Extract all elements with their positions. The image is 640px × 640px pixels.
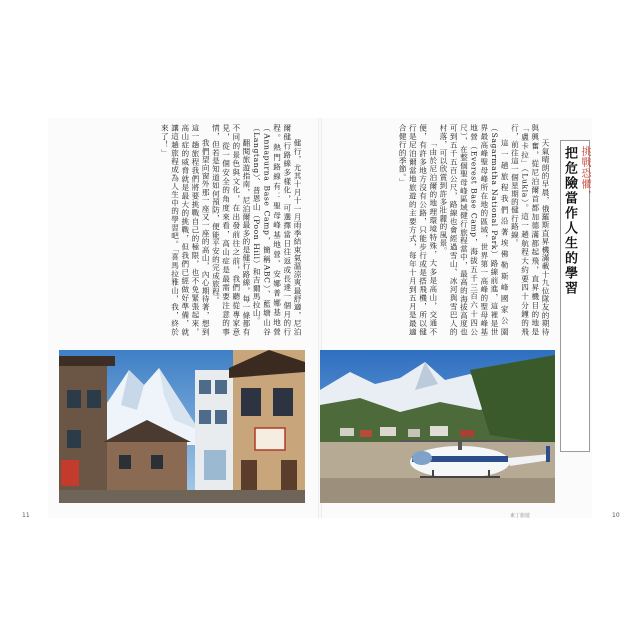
right-paragraph-1: 天氣晴朗的早晨，俄羅斯直昇機滿載十九位隊友的期待與興奮，從尼泊爾首都加德滿都起飛，直昇機目的地是「盧卡拉」（Lukla）。這一趟航程大約要四十分鐘的飛行，前往這一個星期的健行路線。 bbox=[510, 124, 550, 336]
right-paragraph-3: 「由於尼泊爾的地理環境特殊，大多是高山，交通不便，有許多地方沒有公路，只能步行或是搭飛機，所以健行是尼泊爾當地旅遊的主要方式，每年十月到五月是最適合健行的季節。」 bbox=[398, 124, 438, 336]
footer-label: 東丁旅遊 bbox=[510, 513, 531, 519]
left-paragraph-2: 翻閱旅遊指南，尼泊爾最多的是健行路線，每一條都有不同的景色與文化，在出發前往之前，我們聽從專家意見，從一個安全的角度來看，高山症是最需要注意的事情，但若是知道如何預防，便能平安的完成旅程。 bbox=[211, 124, 251, 336]
helicopter-illustration bbox=[320, 350, 555, 503]
village-photo bbox=[59, 350, 305, 503]
left-page-body bbox=[58, 124, 302, 336]
helicopter-photo bbox=[320, 350, 555, 503]
left-page-number: 11 bbox=[22, 512, 30, 519]
left-paragraph-3: 我們望向窗外那一座又一座的高山，內心期待著，想到這一趟旅程我們將要挑戰自己的極限，也不免緊張起來，高山症的威脅就是最大的挑戰，但我們已經做好準備，就讓這趟旅程成為人生中的學習吧。「喜馬拉雅山，我，終於來了！」 bbox=[160, 124, 211, 336]
village-illustration bbox=[59, 350, 305, 503]
right-paragraph-2: 這一趟旅程我們沿著埃佛勒斯峰國家公園（Sagarmatha National Park）路線前進，這裡是世界最高峰聖母峰所在地的區域，世界第一高峰的聖母峰基地營（Everest Base Camp，海拔五千三百六十四公尺），在整個聖母峰區域健行旅程當中，最高的海拔高度也可到五千五百公尺，路線也會經過雪山、冰河與雪巴人的村落，可以欣賞到許多壯麗的風景。 bbox=[438, 124, 510, 336]
chapter-subtitle: 挑戰恐懼， bbox=[579, 146, 590, 201]
left-paragraph-1: 健行，尤其十月十一月雨季結束氣溫涼爽最舒適，尼泊爾健行路線多樣化，可選擇當日往返或長達一個月的行程。熱門路線有：聖母峰基地營、安娜普娜基地營（Annapurna Base Camp，簡稱ABC）、藍塘山谷（Langtang）、普恩山（Poon Hill）和吉爾馬拉山。 bbox=[252, 124, 302, 336]
right-page-body bbox=[328, 124, 550, 336]
right-page-number: 10 bbox=[612, 512, 620, 519]
chapter-title: 把危險當作人生的學習 bbox=[562, 146, 577, 296]
